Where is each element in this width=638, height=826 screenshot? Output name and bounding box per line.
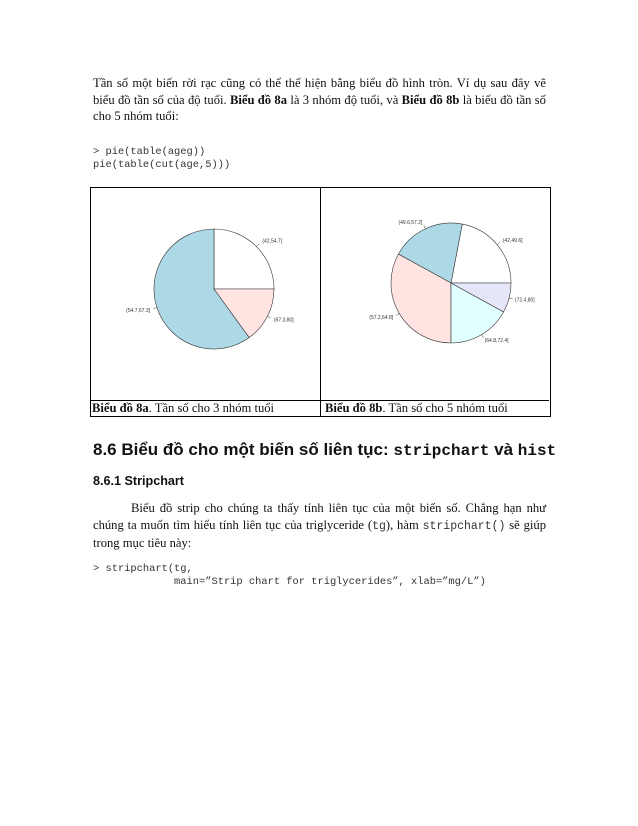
pie-slice-label: (72.4,80] (514, 297, 535, 304)
pie-label-tick (154, 308, 157, 309)
pie-slice-label: (42,49.6] (502, 238, 523, 245)
pie-slice-label: (49.6,57.2] (398, 220, 423, 227)
stripchart-paragraph (93, 500, 546, 552)
heading-and: và (489, 440, 518, 459)
code-block-stripchart (93, 563, 486, 588)
code-line: main=”Strip chart for triglycerides”, xlab=”mg/L”) (93, 575, 486, 588)
intro-paragraph (93, 75, 546, 125)
inline-code-tg: tg (372, 519, 386, 533)
figure-caption-row (90, 400, 549, 416)
heading-text: 8.6 Biểu đồ cho một biến số liên tục: (93, 440, 394, 459)
fig-8b-reference: Biểu đồ 8b (401, 92, 460, 107)
pie-slice-label: (42,54.7] (262, 238, 283, 245)
pie-label-tick (497, 242, 500, 244)
pie-slice-label: (54.7,67.3] (126, 307, 151, 314)
pie-chart-8b (321, 188, 550, 416)
heading-code-hist: hist (517, 442, 557, 460)
caption-8a-text: . Tần số cho 3 nhóm tuổi (148, 401, 275, 415)
pie-label-tick (424, 225, 426, 228)
pie-chart-8a-panel (91, 188, 321, 416)
caption-8b-title: Biểu đồ 8b (325, 401, 383, 415)
caption-8a (92, 402, 274, 415)
pie-label-tick (509, 298, 512, 299)
caption-8b-text: . Tần số cho 5 nhóm tuổi (382, 401, 508, 415)
pie-chart-8b-panel (321, 188, 550, 416)
caption-8a-title: Biểu đồ 8a (92, 401, 149, 415)
figure-box (90, 187, 551, 417)
intro-text-1: Tần số một biến rời rạc cũng có thể thể hiện bằng biểu đồ hình tròn. Ví dụ sau đây vẽ biểu đồ tần số của độ tuổi. (93, 76, 546, 107)
para-text-3: sẽ giúp trong mục tiêu này: (93, 517, 546, 550)
code-line: pie(table(cut(age,5))) (93, 158, 231, 171)
para-text-1: Biểu đồ strip cho chúng ta thấy tính liên tục của một biến số. Chẳng hạn như chúng ta muốn tìm hiểu tính liên tục của triglyceride ( (93, 501, 546, 532)
pie-slice-label: (57.2,64.8] (369, 315, 394, 322)
fig-8a-reference: Biểu đồ 8a (229, 92, 288, 107)
pie-slice-label: (64.8,72.4] (484, 337, 509, 344)
code-line: > stripchart(tg, (93, 563, 193, 575)
intro-text-2: là 3 nhóm độ tuổi, và (287, 92, 402, 107)
pie-label-tick (267, 316, 270, 318)
pie-label-tick (396, 314, 399, 316)
pie-label-tick (256, 244, 259, 247)
heading-code-stripchart: stripchart (393, 442, 490, 460)
code-line: > pie(table(ageg)) (93, 146, 206, 158)
subsection-heading: 8.6.1 Stripchart (93, 474, 184, 488)
pie-slice-label: (67.3,80] (273, 317, 294, 324)
inline-code-stripchart: stripchart() (422, 519, 506, 533)
pie-chart-8a (91, 188, 320, 416)
code-block-pie (93, 146, 230, 171)
intro-text-3: là biểu đồ tần số cho 5 nhóm tuổi: (93, 92, 546, 123)
para-text-2: ), hàm (385, 517, 423, 532)
caption-8b (325, 402, 508, 415)
section-heading (93, 440, 556, 460)
pie-label-tick (482, 335, 484, 338)
